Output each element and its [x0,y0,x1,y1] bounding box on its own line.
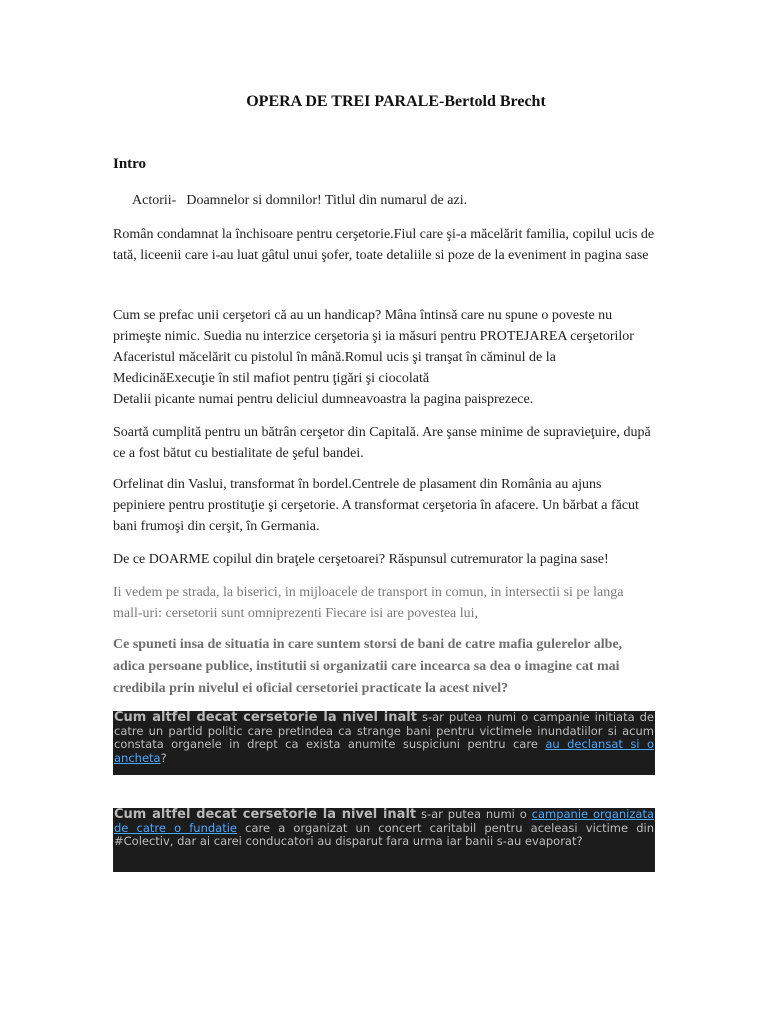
box-1-tail: ? [160,750,167,765]
paragraph-5: De ce DOARME copilul din braţele cerşetoarei? Răspunsul cutremurator la pagina sase! [113,552,609,567]
document-title: OPERA DE TREI PARALE-Bertold Brecht [246,93,546,110]
box-2-tail: care a organizat un concert caritabil pentru aceleasi victime din #Colectiv, dar ai carei conducatori au disparut fara urma iar banii s-au evaporat? [114,820,654,848]
paragraph-2-part-2: Detalii picante numai pentru deliciul dumneavoastra la pagina paisprezece. [113,392,534,407]
paragraph-1 [113,224,655,266]
paragraph-3: Soartă cumplită pentru un bătrân cerşetor din Capitală. Are şanse minime de supravieţuire, după ce a fost bătut cu bestialitate de şeful bandei. [113,425,651,461]
actorii-label: Actorii- [132,193,177,208]
paragraph-7: Ce spuneti insa de situatia in care suntem storsi de bani de catre mafia gulerelor albe, adica persoane publice, institutii si organizatii care incearca sa dea o imagine cat mai credibila prin nivelul ei oficial cersetoriei practicate la acest nivel? [113,637,623,696]
actorii-text: Doamnelor si domnilor! Titlul din numarul de azi. [186,193,468,208]
actorii-line [113,190,655,211]
paragraph-2-part-1: Cum se prefac unii cerşetori că au un handicap? Mâna întinsă care nu spune o poveste nu primeşte nimic. Suedia nu interzice cerşetoria şi ia măsuri pentru PROTEJAREA cerşetorilor Afaceristul măcelărit cu pistolul în mână.Romul ucis şi tranşat în căminul de la MedicinăExecuţie în stil mafiot pentru ţigări şi ciocolată [113,308,634,386]
dark-quote-box-1 [113,711,655,775]
paragraph-1-part-2: toate detaliile si poze de la eveniment in pagina sase [352,248,649,263]
box-2-link[interactable]: campanie organizata de catre o fundatie [114,807,655,835]
intro-heading: Intro [113,156,147,172]
paragraph-4: Orfelinat din Vaslui, transformat în bordel.Centrele de plasament din România au ajuns pepiniere pentru prostituţie şi cerşetorie. A transformat cerşetoria în afacere. Un bărbat a făcut bani frumoşi din cerşit, în Germania. [113,477,639,534]
paragraph-2 [113,305,655,410]
box-1-lead: Cum altfel decat cersetorie la nivel inalt [114,710,417,725]
box-2-text: s-ar putea numi o [416,807,532,821]
dark-quote-box-2 [113,808,655,872]
paragraph-6: Ii vedem pe strada, la biserici, in mijloacele de transport in comun, in intersectii si pe langa mall-uri: cersetorii sunt omniprezenti Fiecare isi are povestea lui, [113,585,624,621]
box-1-link[interactable]: au declansat si o ancheta [114,737,654,765]
box-1-text: s-ar putea numi o campanie initiata de catre un partid politic care pretindea ca strange bani pentru victimele inundatiilor si acum constata organele in drept ca exista anumite suspiciuni pentru care [114,710,655,751]
paragraph-1-part-1: Român condamnat la închisoare pentru cerşetorie.Fiul care şi-a măcelărit familia, copilul ucis de tată, liceenii care i-au luat gâtul unui şofer, [113,227,655,263]
box-2-lead: Cum altfel decat cersetorie la nivel inalt [114,807,417,822]
